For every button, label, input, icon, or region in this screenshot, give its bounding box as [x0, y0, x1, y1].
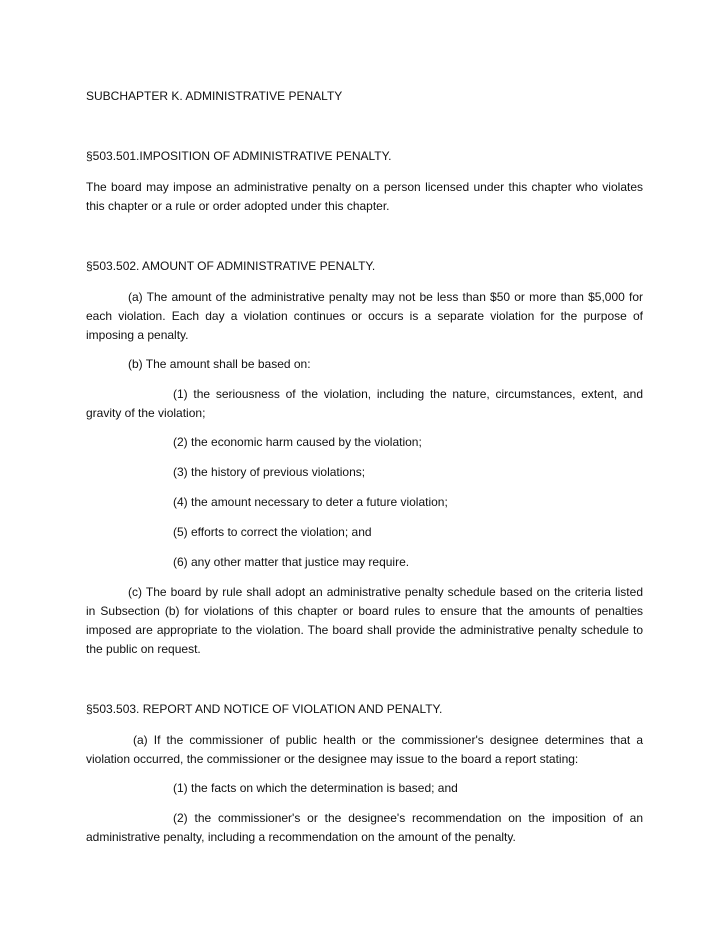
section-502-b2: (2) the economic harm caused by the violation; [173, 435, 422, 449]
section-503-a-line: violation occurred, the commissioner or the designee may issue to the board a report stating: [86, 752, 579, 766]
section-502-c-line: the public on request. [86, 642, 201, 656]
section-502-b1-line: (1) the seriousness of the violation, including the nature, circumstances, extent, and [173, 387, 643, 401]
section-502-b1-line: gravity of the violation; [86, 406, 206, 420]
section-502-c-line: imposed are appropriate to the violation. The board shall provide the administrative penalty schedule to [86, 623, 643, 637]
subchapter-title: SUBCHAPTER K. ADMINISTRATIVE PENALTY [86, 89, 343, 103]
section-502-b6: (6) any other matter that justice may require. [173, 555, 410, 569]
section-503-a1: (1) the facts on which the determination is based; and [173, 781, 458, 795]
section-503-a2-line: administrative penalty, including a recommendation on the amount of the penalty. [86, 830, 516, 844]
section-503-a2-line: (2) the commissioner's or the designee's recommendation on the imposition of an [173, 811, 643, 825]
section-502-a-line: imposing a penalty. [86, 328, 189, 342]
section-502-b4: (4) the amount necessary to deter a future violation; [173, 495, 448, 509]
section-503-a-line: (a) If the commissioner of public health or the commissioner's designee determines that a [133, 733, 643, 747]
section-502-heading: §503.502. AMOUNT OF ADMINISTRATIVE PENALTY. [86, 259, 376, 273]
section-502-b5: (5) efforts to correct the violation; and [173, 525, 372, 539]
section-502-b3: (3) the history of previous violations; [173, 465, 366, 479]
section-501-heading: §503.501.IMPOSITION OF ADMINISTRATIVE PENALTY. [86, 149, 392, 163]
section-502-a-line: each violation. Each day a violation continues or occurs is a separate violation for the purpose of [86, 309, 643, 323]
section-501-text-line: The board may impose an administrative penalty on a person licensed under this chapter who violates [86, 180, 643, 194]
section-501-text-line: this chapter or a rule or order adopted under this chapter. [86, 199, 390, 213]
section-502-c-line: in Subsection (b) for violations of this chapter or board rules to ensure that the amounts of penalties [86, 604, 643, 618]
section-503-heading: §503.503. REPORT AND NOTICE OF VIOLATION AND PENALTY. [86, 702, 443, 716]
section-502-c-line: (c) The board by rule shall adopt an administrative penalty schedule based on the criteria listed [128, 585, 643, 599]
section-502-b-intro: (b) The amount shall be based on: [128, 357, 311, 371]
section-502-a-line: (a) The amount of the administrative penalty may not be less than $50 or more than $5,000 for [128, 290, 643, 304]
